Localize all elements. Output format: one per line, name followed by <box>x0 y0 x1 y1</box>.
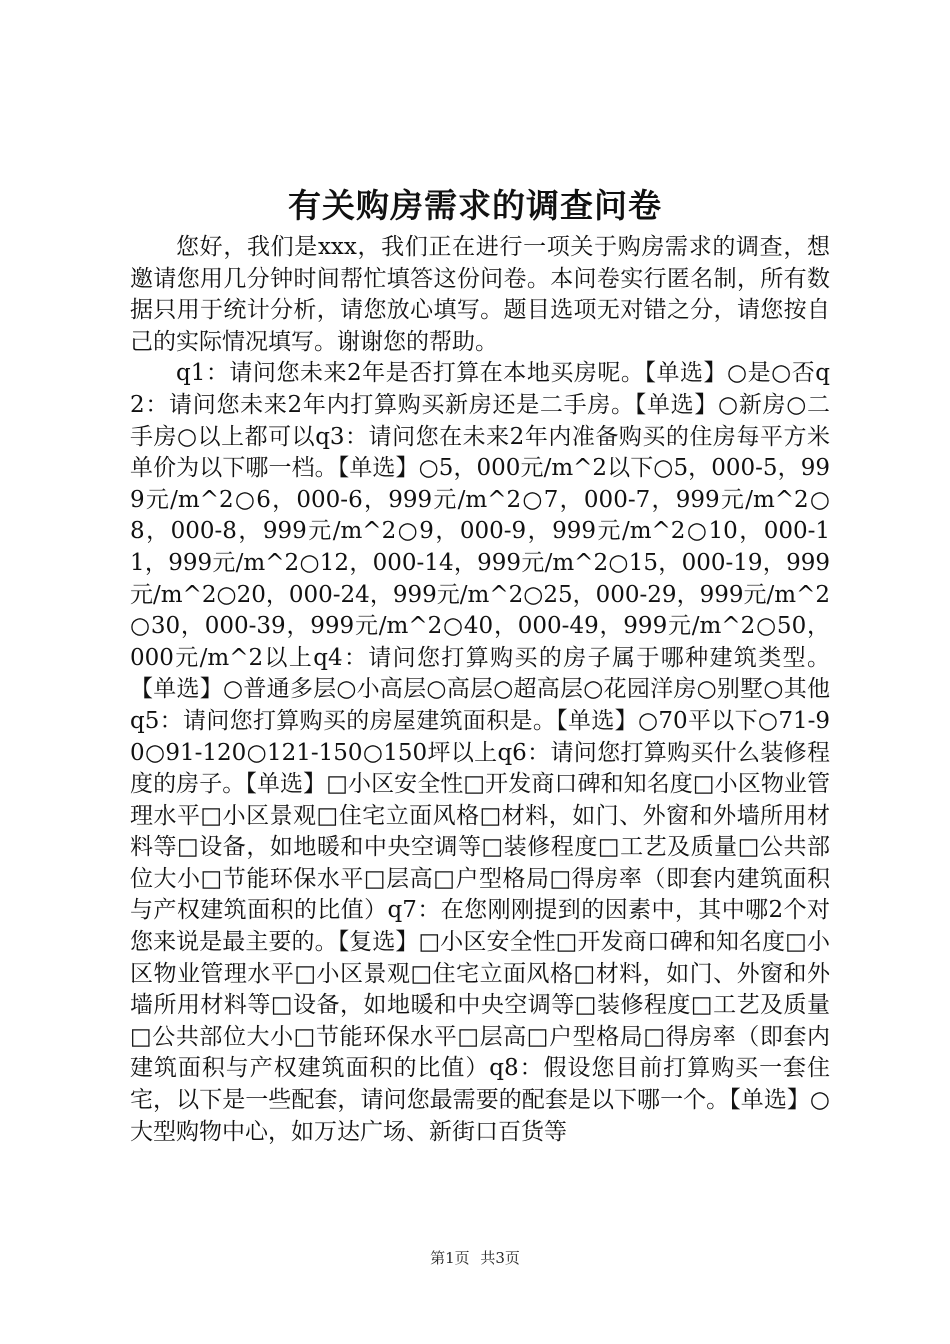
document-body <box>130 232 830 1148</box>
document-title: 有关购房需求的调查问卷 <box>288 186 662 225</box>
questions-paragraph: q1：请问您未来2年是否打算在本地买房呢。【单选】○是○否q2：请问您未来2年内打算购买新房还是二手房。【单选】○新房○二手房○以上都可以q3：请问您在未来2年内准备购买的住房每平方米单价为以下哪一档。【单选】○5，000元/m^2以下○5，000-5，999元/m^2○6，000-6，999元/m^2○7，000-7，999元/m^2○8，000-8，999元/m^2○9，000-9，999元/m^2○10，000-11，999元/m^2○12，000-14，999元/m^2○15，000-19，999元/m^2○20，000-24，999元/m^2○25，000-29，999元/m^2○30，000-39，999元/m^2○40，000-49，999元/m^2○50，000元/m^2以上q4：请问您打算购买的房子属于哪种建筑类型。【单选】○普通多层○小高层○高层○超高层○花园洋房○别墅○其他q5：请问您打算购买的房屋建筑面积是。【单选】○70平以下○71-90○91-120○121-150○150坪以上q6：请问您打算购买什么装修程度的房子。【单选】□小区安全性□开发商口碑和知名度□小区物业管理水平□小区景观□住宅立面风格□材料，如门、外窗和外墙所用材料等□设备，如地暖和中央空调等□装修程度□工艺及质量□公共部位大小□节能环保水平□层高□户型格局□得房率（即套内建筑面积与产权建筑面积的比值）q7：在您刚刚提到的因素中，其中哪2个对您来说是最主要的。【复选】□小区安全性□开发商口碑和知名度□小区物业管理水平□小区景观□住宅立面风格□材料，如门、外窗和外墙所用材料等□设备，如地暖和中央空调等□装修程度□工艺及质量□公共部位大小□节能环保水平□层高□户型格局□得房率（即套内建筑面积与产权建筑面积的比值）q8：假设您目前打算购买一套住宅，以下是一些配套，请问您最需要的配套是以下哪一个。【单选】○大型购物中心，如万达广场、新街口百货等 <box>130 360 830 1145</box>
page-footer <box>0 1248 950 1268</box>
page-number: 第1页 <box>430 1249 470 1267</box>
page-total: 共3页 <box>480 1249 520 1267</box>
intro-paragraph: 您好，我们是xxx，我们正在进行一项关于购房需求的调查，想邀请您用几分钟时间帮忙填答这份问卷。本问卷实行匿名制，所有数据只用于统计分析，请您放心填写。题目选项无对错之分，请您按自己的实际情况填写。谢谢您的帮助。 <box>130 234 830 355</box>
